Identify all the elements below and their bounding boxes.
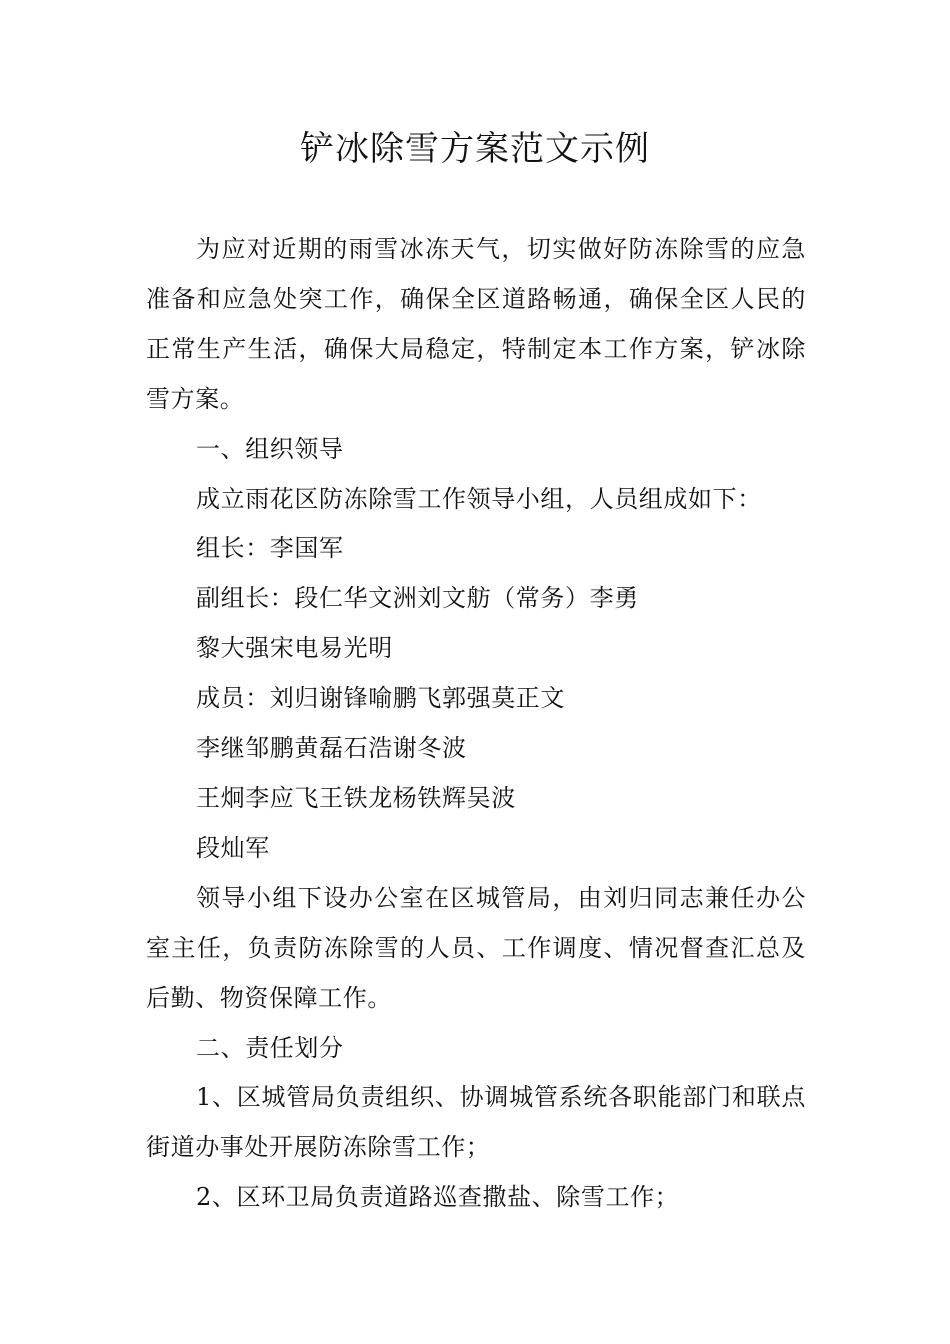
- paragraph-members-cont-2: 王炯李应飞王铁龙杨铁辉吴波: [196, 783, 516, 812]
- paragraph-members: 成员：刘归谢锋喻鹏飞郭强莫正文: [196, 684, 565, 713]
- paragraph-intro: 为应对近期的雨雪冰冻天气，切实做好防冻除雪的应急准备和应急处突工作，确保全区道路畅通，确保全区人民的正常生产生活，确保大局稳定，特制定本工作方案，铲冰除雪方案。: [146, 235, 806, 413]
- paragraph-deputy-leaders-cont: 黎大强宋电易光明: [196, 634, 393, 663]
- paragraph-group-leader: 组长：李国军: [196, 534, 344, 563]
- paragraph-item-2: 2、区环卫局负责道路巡查撒盐、除雪工作；: [196, 1183, 680, 1212]
- paragraph-office: 领导小组下设办公室在区城管局，由刘归同志兼任办公室主任，负责防冻除雪的人员、工作调度、情况督查汇总及后勤、物资保障工作。: [146, 883, 806, 1012]
- section-heading-responsibilities: 二、责任划分: [196, 1033, 344, 1062]
- paragraph-members-cont-3: 段灿军: [196, 833, 270, 862]
- document-body: [146, 225, 806, 1223]
- document-title: 铲冰除雪方案范文示例: [300, 129, 650, 169]
- paragraph-deputy-leaders: 副组长：段仁华文洲刘文舫（常务）李勇: [196, 584, 639, 613]
- paragraph-item-1: 1、区城管局负责组织、协调城管系统各职能部门和联点街道办事处开展防冻除雪工作；: [146, 1083, 806, 1162]
- paragraph-members-cont-1: 李继邹鹏黄磊石浩谢冬波: [196, 734, 467, 763]
- paragraph-leading-group: 成立雨花区防冻除雪工作领导小组，人员组成如下：: [196, 484, 762, 513]
- section-heading-organization: 一、组织领导: [196, 434, 344, 463]
